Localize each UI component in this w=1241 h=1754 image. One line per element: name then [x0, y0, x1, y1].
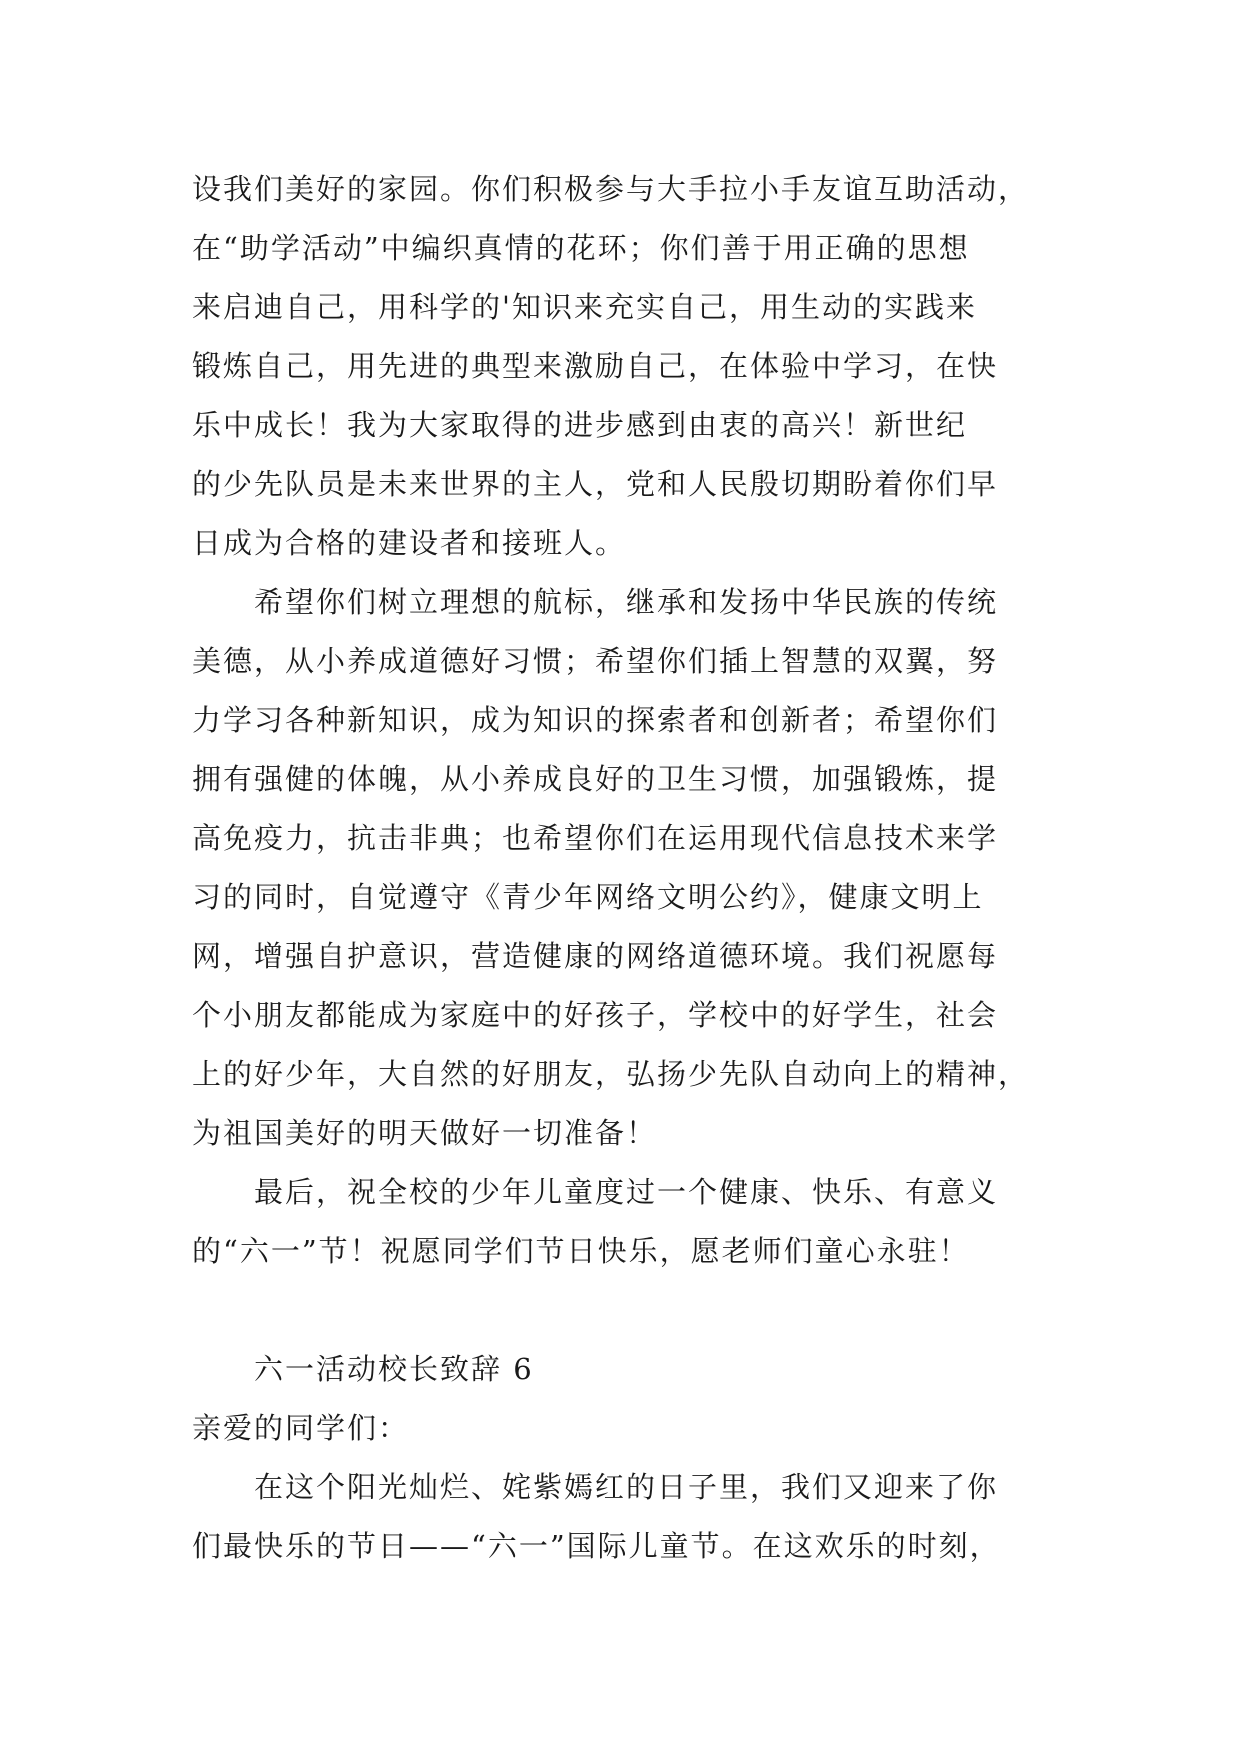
- paragraph-4: [192, 1458, 1072, 1576]
- text-line: 日成为合格的建设者和接班人。: [192, 526, 627, 560]
- section-spacer: [192, 1281, 1072, 1340]
- greeting: 亲爱的同学们：: [192, 1411, 410, 1445]
- text-line: 在这个阳光灿烂、姹紫嫣红的日子里，我们又迎来了你: [254, 1470, 999, 1504]
- text-line: 力学习各种新知识，成为知识的探索者和创新者；希望你们: [192, 703, 999, 737]
- text-line: 上的好少年，大自然的好朋友，弘扬少先队自动向上的精神，: [192, 1057, 1030, 1091]
- document-body: [192, 160, 1072, 1576]
- text-line: 希望你们树立理想的航标，继承和发扬中华民族的传统: [254, 585, 999, 619]
- text-line: 在“助学活动”中编织真情的花环；你们善于用正确的思想: [192, 231, 970, 265]
- text-line: 美德，从小养成道德好习惯；希望你们插上智慧的双翼，努: [192, 644, 999, 678]
- text-line: 拥有强健的体魄，从小养成良好的卫生习惯，加强锻炼，提: [192, 762, 999, 796]
- text-line: 们最快乐的节日——“六一”国际儿童节。在这欢乐的时刻，: [192, 1529, 1001, 1563]
- text-line: 为祖国美好的明天做好一切准备！: [192, 1116, 658, 1150]
- text-line: 的少先队员是未来世界的主人，党和人民殷切期盼着你们早: [192, 467, 999, 501]
- paragraph-2: [192, 573, 1072, 1163]
- text-line: 乐中成长！我为大家取得的进步感到由衷的高兴！新世纪: [192, 408, 968, 442]
- text-line: 最后，祝全校的少年儿童度过一个健康、快乐、有意义: [254, 1175, 999, 1209]
- text-line: 习的同时，自觉遵守《青少年网络文明公约》，健康文明上: [192, 880, 984, 914]
- text-line: 来启迪自己，用科学的'知识来充实自己，用生动的实践来: [192, 290, 977, 324]
- text-line: 网，增强自护意识，营造健康的网络道德环境。我们祝愿每: [192, 939, 999, 973]
- section-heading: 六一活动校长致辞 6: [254, 1352, 534, 1386]
- text-line: 高免疫力，抗击非典；也希望你们在运用现代信息技术来学: [192, 821, 999, 855]
- text-line: 个小朋友都能成为家庭中的好孩子，学校中的好学生，社会: [192, 998, 999, 1032]
- paragraph-3: [192, 1163, 1072, 1281]
- text-line: 的“六一”节！祝愿同学们节日快乐，愿老师们童心永驻！: [192, 1234, 970, 1268]
- text-line: 锻炼自己，用先进的典型来激励自己，在体验中学习，在快: [192, 349, 999, 383]
- text-line: 设我们美好的家园。你们积极参与大手拉小手友谊互助活动，: [192, 172, 1030, 206]
- paragraph-1: [192, 160, 1072, 573]
